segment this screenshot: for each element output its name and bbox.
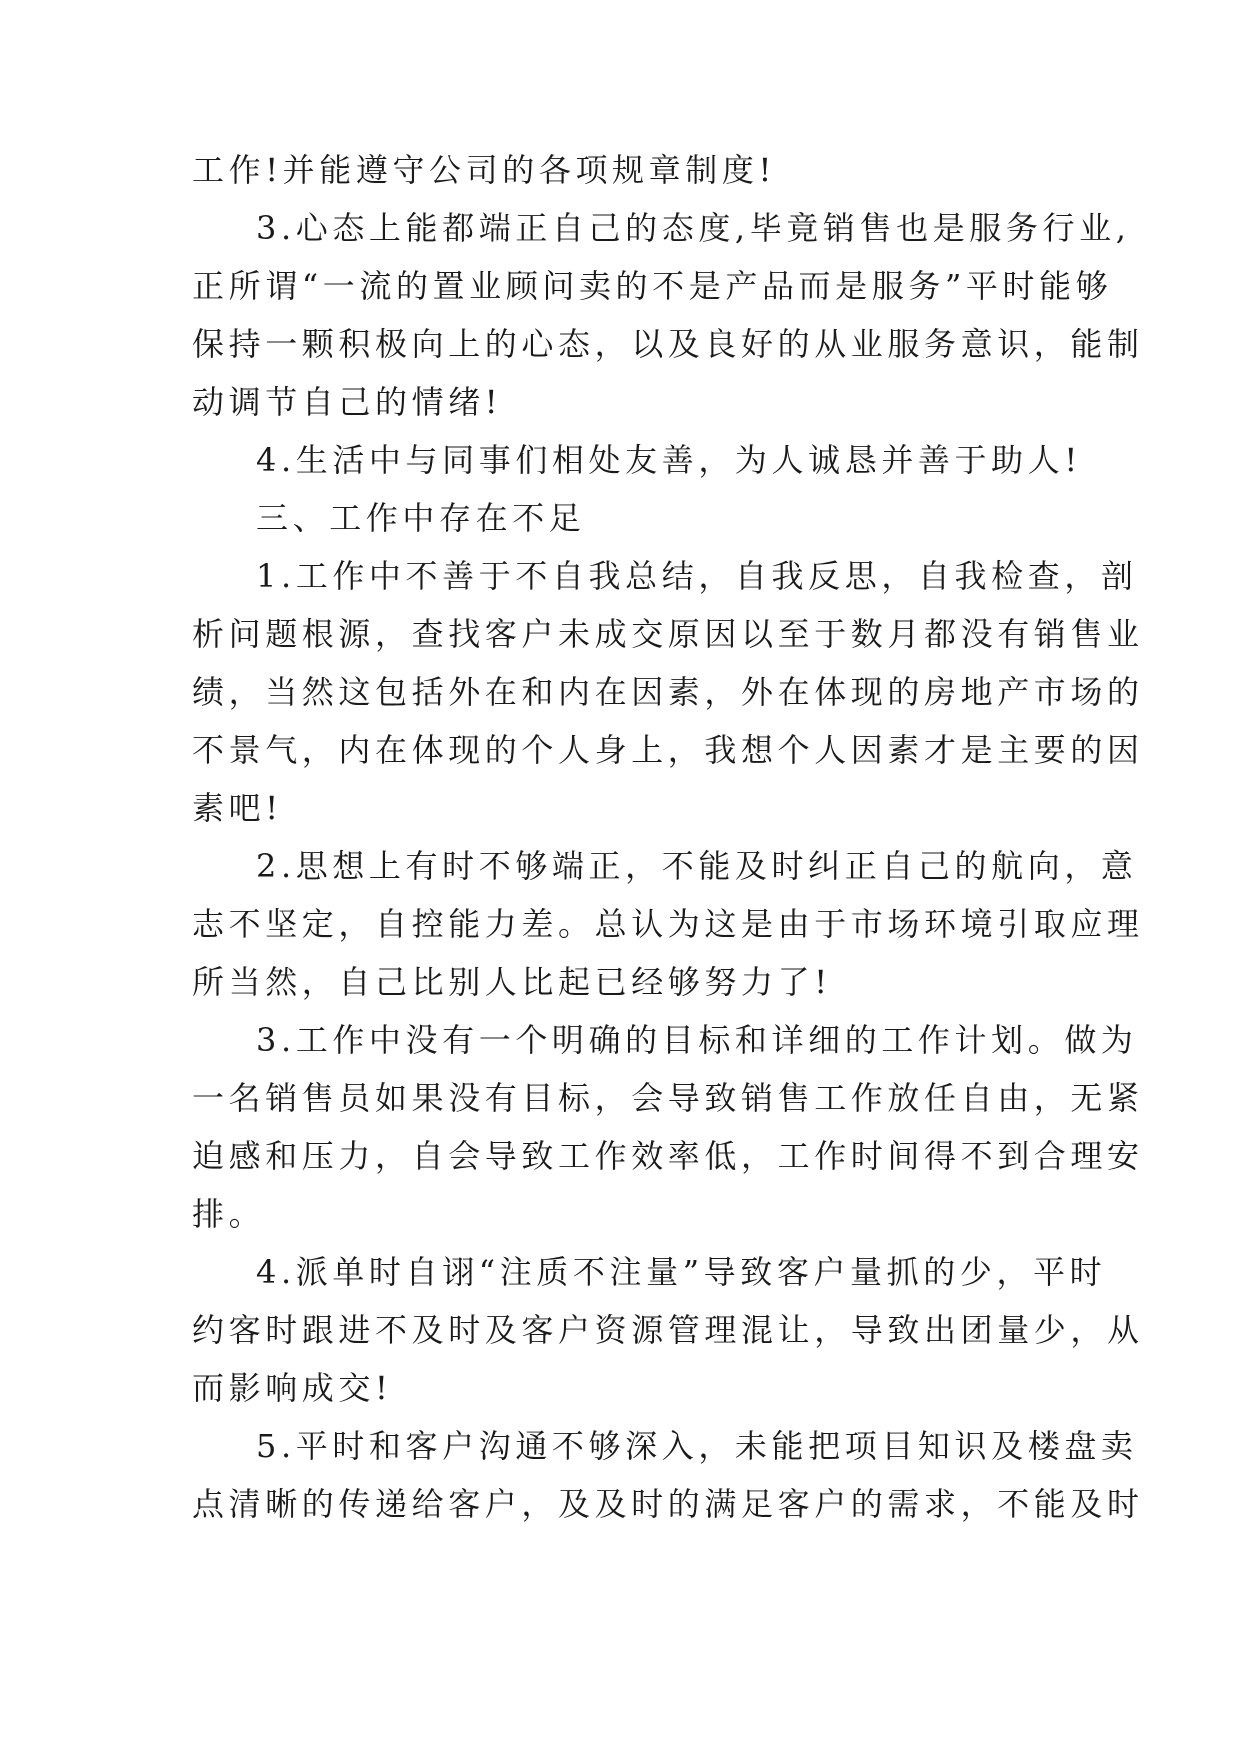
text-line-9: 析问题根源，查找客户未成交原因以至于数月都没有销售业: [192, 615, 1144, 653]
text-line-16: 3.工作中没有一个明确的目标和详细的工作计划。做为: [256, 1021, 1138, 1059]
text-line-22: 而影响成交!: [192, 1369, 393, 1407]
text-line-6: 4.生活中与同事们相处友善，为人诚恳并善于助人!: [256, 441, 1082, 479]
text-line-4: 保持一颗积极向上的心态，以及良好的从业服务意识，能制: [192, 325, 1144, 363]
text-line-5: 动调节自己的情绪!: [192, 383, 503, 421]
text-line-1: 工作!并能遵守公司的各项规章制度!: [192, 151, 776, 189]
text-line-20: 4.派单时自诩“注质不注量”导致客户量抓的少，平时: [256, 1253, 1107, 1291]
text-line-12: 素吧!: [192, 789, 283, 827]
text-line-24: 点清晰的传递给客户，及及时的满足客户的需求，不能及时: [192, 1485, 1144, 1523]
text-line-2: 3.心态上能都端正自己的态度,毕竟销售也是服务行业,: [256, 209, 1131, 247]
text-line-21: 约客时跟进不及时及客户资源管理混让，导致出团量少，从: [192, 1311, 1144, 1349]
text-line-17: 一名销售员如果没有目标，会导致销售工作放任自由，无紧: [192, 1079, 1144, 1117]
text-line-18: 迫感和压力，自会导致工作效率低，工作时间得不到合理安: [192, 1137, 1144, 1175]
text-line-3: 正所谓“一流的置业顾问卖的不是产品而是服务”平时能够: [192, 267, 1113, 305]
text-line-13: 2.思想上有时不够端正，不能及时纠正自己的航向，意: [256, 847, 1138, 885]
text-line-19: 排。: [192, 1195, 266, 1233]
section-heading: 三、工作中存在不足: [256, 499, 586, 537]
text-line-8: 1.工作中不善于不自我总结，自我反思，自我检查，剖: [256, 557, 1138, 595]
text-line-15: 所当然，自己比别人比起已经够努力了!: [192, 963, 832, 1001]
text-line-10: 绩，当然这包括外在和内在因素，外在体现的房地产市场的: [192, 673, 1144, 711]
text-line-11: 不景气，内在体现的个人身上，我想个人因素才是主要的因: [192, 731, 1144, 769]
text-line-23: 5.平时和客户沟通不够深入，未能把项目知识及楼盘卖: [256, 1427, 1138, 1465]
text-line-14: 志不坚定，自控能力差。总认为这是由于市场环境引取应理: [192, 905, 1144, 943]
